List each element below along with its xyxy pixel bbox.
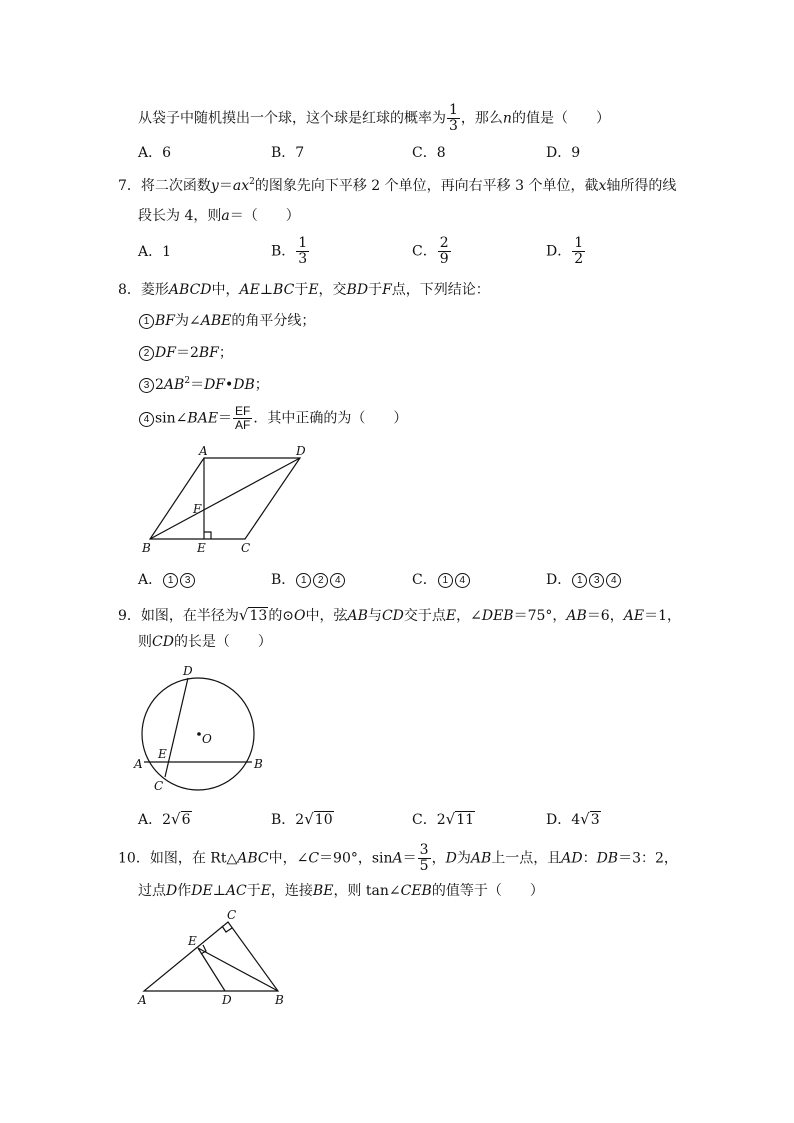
q7-option-b-fraction (296, 236, 309, 267)
q9-option-c-coef: 2 (436, 812, 446, 828)
q8-c3-circle-mark: 3 (139, 378, 154, 393)
q9-text: ＝75°， (513, 608, 567, 624)
q9-label-o: O (202, 732, 212, 746)
q9-stem-line2 (138, 632, 272, 652)
q9-stem-line1 (118, 605, 681, 626)
q10-text: 如图，在 Rt△ (149, 850, 238, 867)
q8-c3-text: ＝ (190, 377, 205, 393)
q9-text: 与 (367, 608, 382, 624)
q6-fraction (447, 103, 460, 134)
q9-text: 的长是（ ） (173, 634, 272, 650)
q10-right-angle-c (222, 926, 232, 932)
q8-label-a: A (199, 444, 208, 458)
q9-option-b-radical: √ (304, 810, 314, 828)
q8-stem (118, 280, 490, 300)
q7-var-a: a (221, 208, 230, 224)
q10-segment-de (198, 948, 225, 991)
q8-conclusion-3 (138, 375, 269, 395)
q10-stem-line2 (138, 881, 544, 901)
q10-label-b: B (275, 993, 284, 1007)
q8-c3-df: DF (204, 377, 226, 393)
q10-text: 上一点，且 (491, 850, 562, 867)
q6-text: 的值是（ ） (511, 110, 610, 127)
q8-text: 菱形 (140, 282, 169, 298)
q8-option-a-mark: 3 (180, 573, 195, 588)
q8-c3-ab: AB (163, 377, 185, 393)
q9-text: 如图，在半径为 (140, 608, 239, 624)
q9-radical-sign: √ (238, 606, 249, 624)
q9-option-c-radicand: 11 (456, 812, 475, 828)
q9-text: 中，弦 (305, 608, 348, 624)
q10-label-a: A (138, 993, 147, 1007)
q7-option-d-num: 1 (574, 235, 584, 251)
q9-var-deb: DEB (481, 608, 514, 624)
q10-stem-line1 (118, 843, 678, 874)
q10-text: 为 (456, 850, 471, 867)
q9-option-d[interactable] (546, 809, 601, 830)
q10-frac-num: 3 (419, 842, 429, 858)
q6-text: ，那么 (460, 110, 503, 127)
q10-label-c: C (227, 908, 237, 922)
q10-fraction (418, 843, 431, 874)
q9-var-ab: AB (566, 608, 587, 624)
q7-var-y: y (210, 178, 219, 194)
q8-c1-text: 为∠ (175, 313, 201, 329)
q7-option-d[interactable] (546, 236, 586, 267)
q8-option-d-mark: 3 (589, 573, 604, 588)
q10-text: ，则 tan∠ (333, 883, 401, 899)
q8-c4-fraction (233, 405, 252, 432)
q8-conclusion-4 (138, 405, 407, 432)
q9-option-b-coef: 2 (295, 812, 305, 828)
q9-var-o: O (294, 608, 306, 624)
q8-text: 于 (368, 282, 383, 298)
q7-stem-line1 (118, 176, 676, 196)
q6-frac-num: 1 (449, 102, 458, 118)
q10-text: ， (431, 850, 446, 867)
q8-conclusion-1 (138, 311, 315, 331)
q8-option-c[interactable] (412, 570, 471, 590)
q10-var-ceb: CEB (400, 883, 432, 899)
q10-var-d: D (445, 850, 457, 867)
q7-option-c-den: 9 (439, 251, 449, 267)
q8-c4-text: sin∠ (155, 410, 188, 427)
q7-option-c-fraction (438, 236, 451, 267)
q8-var-f: F (382, 282, 392, 298)
q7-option-d-label: D． (546, 243, 572, 260)
q8-label-c: C (241, 541, 251, 555)
q10-var-d: D (166, 883, 178, 899)
q8-option-b-mark: 2 (313, 573, 328, 588)
q10-text: ，连接 (270, 883, 313, 899)
q9-text: ＝1， (644, 608, 681, 624)
q9-option-b[interactable] (271, 809, 334, 830)
q10-var-a: A (392, 850, 403, 867)
q9-sqrt-value: 13 (249, 608, 268, 624)
q10-var-ad: AD (561, 850, 583, 867)
q8-option-c-mark: 4 (455, 573, 470, 588)
q8-var-e: E (308, 282, 319, 298)
q9-option-d-radical: √ (580, 810, 590, 828)
q9-text: ＝6， (586, 608, 624, 624)
q9-var-ab: AB (347, 608, 368, 624)
q9-option-a-radicand: 6 (181, 812, 191, 828)
q7-text: ＝ (218, 178, 233, 194)
q9-text: ，∠ (456, 608, 482, 624)
q8-c2-df: DF (155, 345, 176, 361)
q8-label-e: E (197, 541, 206, 555)
q10-text: 中，∠ (268, 850, 309, 867)
q8-c2-bf: BF (198, 345, 219, 361)
q8-c1-text: 的角平分线； (231, 313, 316, 329)
q10-var-ac: AC (225, 883, 247, 899)
q9-label-c: C (154, 779, 164, 793)
q8-right-angle-mark (204, 532, 211, 539)
q10-number: 10． (118, 850, 150, 867)
q8-conclusion-2 (138, 343, 233, 363)
q9-var-ae: AE (623, 608, 645, 624)
q8-option-d-label: D． (546, 572, 572, 588)
q8-c1-abe: ABE (200, 313, 232, 329)
q8-var-bc: BC (273, 282, 295, 298)
q6-option-c[interactable]: C．8 (412, 145, 446, 161)
q8-label-b: B (142, 541, 151, 555)
q8-c4-num: EF (235, 404, 251, 418)
q6-stem (138, 103, 610, 134)
q10-var-ab: AB (470, 850, 492, 867)
q8-c4-circle-mark: 4 (139, 412, 154, 427)
q7-text: 轴所得的线 (606, 178, 677, 194)
q10-text: 的值等于（ ） (431, 883, 544, 899)
q7-option-c-label: C． (412, 243, 437, 260)
q10-segment-be (198, 948, 278, 991)
q7-option-c-num: 2 (439, 235, 449, 251)
q7-option-b[interactable] (271, 236, 310, 267)
q10-label-e: E (188, 934, 197, 948)
q7-option-b-num: 1 (298, 235, 308, 251)
q10-label-d: D (222, 993, 232, 1007)
q7-number: 7． (118, 178, 141, 194)
q8-option-c-label: C． (412, 572, 437, 588)
q9-var-e: E (445, 608, 457, 624)
q9-option-c-radical: √ (445, 810, 456, 828)
q7-option-d-fraction (572, 236, 585, 267)
q9-circle-figure (130, 660, 280, 795)
q7-option-b-label: B． (271, 243, 296, 260)
q9-center-point (197, 732, 201, 736)
q6-frac-den: 3 (449, 118, 458, 134)
q8-option-a-label: A． (138, 572, 163, 588)
q9-label-e: E (158, 747, 167, 761)
q10-perp-symbol: ⊥ (212, 883, 226, 899)
q10-var-de: DE (191, 883, 213, 899)
q7-stem-line2 (138, 206, 300, 226)
q9-var-cd: CD (152, 634, 174, 650)
q8-c4-bae: BAE (187, 410, 219, 427)
q9-var-cd: CD (381, 608, 404, 624)
q8-perp-symbol: ⊥ (259, 282, 274, 298)
q10-var-db: DB (596, 850, 619, 867)
q9-option-d-label: D． (546, 812, 572, 828)
q8-var-bd: BD (346, 282, 369, 298)
q8-label-f: F (193, 502, 202, 516)
q6-option-a[interactable]: A．6 (138, 145, 172, 161)
q10-var-c: C (308, 850, 320, 867)
q9-option-c-label: C． (412, 812, 437, 828)
q8-c4-den: AF (235, 418, 251, 432)
q9-option-a-coef: 2 (162, 812, 172, 828)
q9-option-a-radical: √ (171, 810, 181, 828)
q7-text: 将二次函数 (140, 178, 211, 194)
q8-c3-exp: 2 (184, 376, 191, 386)
q8-option-b-label: B． (271, 572, 296, 588)
q8-option-b-mark: 1 (296, 573, 311, 588)
q10-var-abc: ABC (237, 850, 269, 867)
q8-c2-circle-mark: 2 (139, 346, 154, 361)
q8-text: 点，下列结论： (391, 282, 490, 298)
q7-text: 段长为 4，则 (138, 208, 222, 224)
q9-label-b: B (254, 757, 263, 771)
q8-number: 8． (118, 282, 141, 298)
q9-label-d: D (183, 664, 193, 678)
q9-option-a[interactable] (138, 809, 192, 830)
q8-c2-text: ＝2 (175, 345, 199, 361)
q8-c3-text: ； (254, 377, 269, 393)
q9-number: 9． (118, 608, 141, 624)
q8-option-d-mark: 1 (572, 573, 587, 588)
q8-c2-text: ； (218, 345, 233, 361)
q8-label-d: D (296, 444, 306, 458)
q8-var-ae: AE (239, 282, 260, 298)
q8-c3-text: 2 (155, 377, 164, 393)
q6-option-d[interactable]: D．9 (546, 145, 581, 161)
q10-text: 过点 (138, 883, 166, 899)
q10-text: ： (582, 850, 597, 867)
q8-c1-circle-mark: 1 (139, 314, 154, 329)
q7-exp: 2 (249, 177, 255, 187)
q9-label-a: A (134, 757, 143, 771)
q8-option-d-mark: 4 (606, 573, 621, 588)
q7-option-b-den: 3 (298, 251, 308, 267)
q9-option-a-label: A． (138, 812, 163, 828)
q8-c3-dot: • (225, 377, 234, 393)
q7-option-c[interactable] (412, 236, 452, 267)
q7-var-ax: ax (232, 178, 250, 194)
q8-c1-bf: BF (155, 313, 176, 329)
q8-option-a[interactable] (138, 570, 196, 590)
q9-text: 的⊙ (268, 608, 295, 624)
q7-text: ＝（ ） (229, 208, 300, 224)
q8-c4-text: ＝ (218, 410, 233, 427)
q8-text: ，交 (318, 282, 347, 298)
q8-option-b-mark: 4 (330, 573, 345, 588)
q7-option-d-den: 2 (574, 251, 584, 267)
q8-option-d[interactable] (546, 570, 622, 590)
q9-option-d-coef: 4 (571, 812, 581, 828)
q8-option-c-mark: 1 (438, 573, 453, 588)
q6-text: 从袋子中随机摸出一个球，这个球是红球的概率为 (138, 110, 446, 127)
q6-var-n: n (502, 110, 512, 127)
q8-var-abcd: ABCD (168, 282, 212, 298)
q8-text: 于 (294, 282, 309, 298)
q10-text: ＝3：2， (618, 850, 678, 867)
q9-option-d-radicand: 3 (590, 812, 600, 828)
q8-c3-db: DB (233, 377, 255, 393)
q8-rhombus-figure (130, 440, 330, 560)
q7-text: 的图象先向下平移 2 个单位，再向右平移 3 个单位，截 (254, 178, 599, 194)
q8-text: 中， (211, 282, 240, 298)
q8-c4-text: ．其中正确的为（ ） (253, 410, 408, 427)
q9-option-b-radicand: 10 (314, 812, 333, 828)
q8-option-a-mark: 1 (163, 573, 178, 588)
q7-var-x: x (598, 178, 607, 194)
q9-text: 交于点 (403, 608, 446, 624)
q9-option-c[interactable] (412, 809, 475, 830)
q10-text: 于 (246, 883, 261, 899)
q10-text: ＝90°，sin (319, 850, 393, 867)
q10-var-e: E (260, 883, 271, 899)
q9-text: 则 (138, 634, 152, 650)
q6-option-b[interactable]: B．7 (271, 145, 305, 161)
q8-option-b[interactable] (271, 570, 346, 590)
q9-option-b-label: B． (271, 812, 296, 828)
q7-option-a[interactable]: A．1 (138, 244, 172, 260)
q10-text: ＝ (402, 850, 417, 867)
q8-diagonal-bd (150, 458, 300, 539)
q10-text: 作 (177, 883, 192, 899)
q10-frac-den: 5 (419, 858, 429, 874)
q10-var-be: BE (312, 883, 334, 899)
q10-triangle-figure (130, 905, 305, 1010)
